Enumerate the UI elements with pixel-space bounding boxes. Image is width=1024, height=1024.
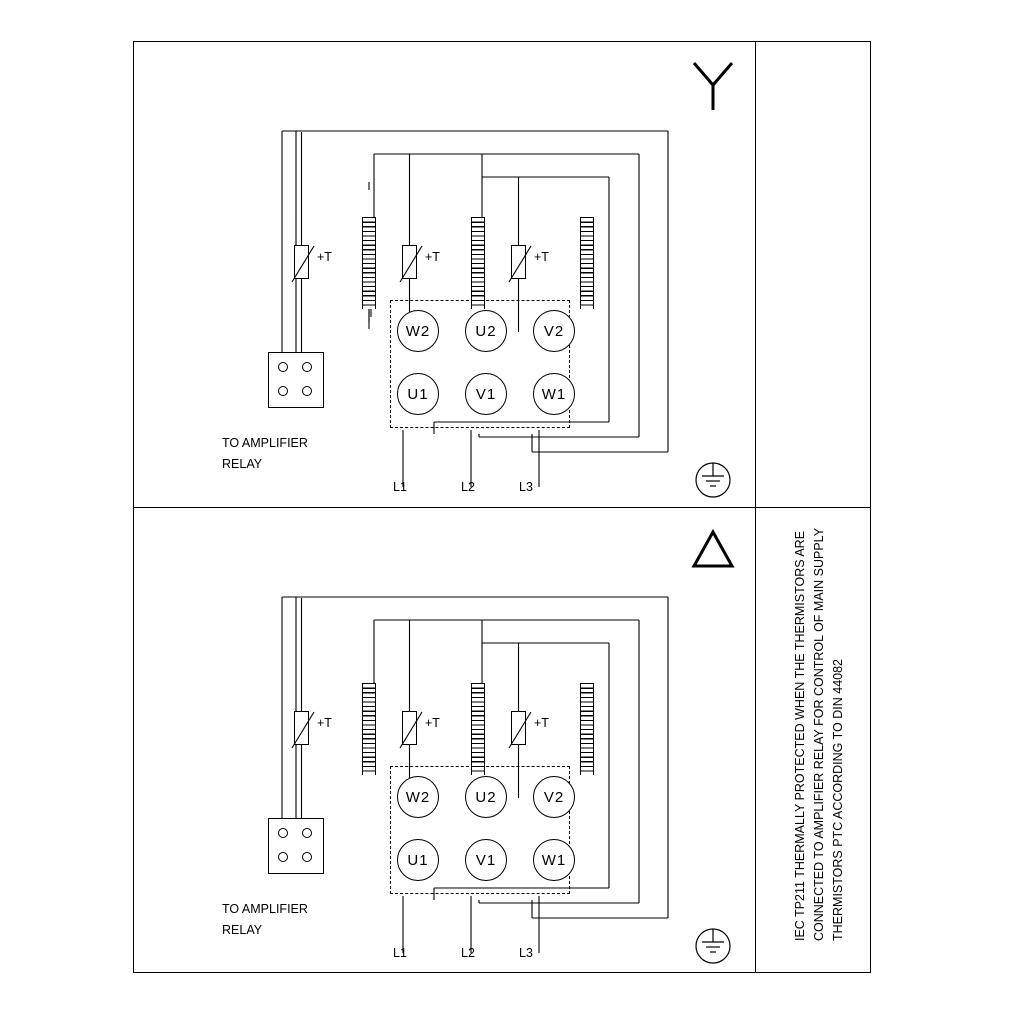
terminal-v2 xyxy=(533,310,575,352)
supply-label-l1: L1 xyxy=(393,480,407,494)
thermistor-label-1: +T xyxy=(317,250,332,264)
terminal-label-v1-delta: V1 xyxy=(475,851,497,869)
note-line-3: THERMISTORS PTC ACCORDING TO DIN 44082 xyxy=(831,658,845,941)
connector-pin-1 xyxy=(278,362,288,372)
terminal-w1 xyxy=(533,373,575,415)
terminal-v2-delta xyxy=(533,776,575,818)
connector-pin-3 xyxy=(278,386,288,396)
terminal-u2-delta xyxy=(465,776,507,818)
terminal-label-w2: W2 xyxy=(405,322,431,340)
panel-delta-connection xyxy=(134,508,756,974)
panel-star-connection xyxy=(134,42,756,508)
terminal-v1 xyxy=(465,373,507,415)
terminal-label-v1: V1 xyxy=(475,385,497,403)
terminal-label-u2: U2 xyxy=(475,322,497,340)
amplifier-relay-connector-delta xyxy=(268,818,324,874)
thermistor-label-2: +T xyxy=(425,250,440,264)
terminal-label-w1: W1 xyxy=(541,385,567,403)
note-line-2: CONNECTED TO AMPLIFIER RELAY FOR CONTROL OF MAIN SUPPLY xyxy=(812,527,826,941)
terminal-label-u1: U1 xyxy=(407,385,429,403)
terminal-w1-delta xyxy=(533,839,575,881)
terminal-w2 xyxy=(397,310,439,352)
supply-label-l3: L3 xyxy=(519,480,533,494)
note-column xyxy=(755,41,871,973)
terminal-label-v2-delta: V2 xyxy=(543,788,565,806)
thermistor-label-2-delta: +T xyxy=(425,716,440,730)
terminal-u1 xyxy=(397,373,439,415)
thermistor-label-3-delta: +T xyxy=(534,716,549,730)
connector-pin-1-delta xyxy=(278,828,288,838)
note-line-1: IEC TP211 THERMALLY PROTECTED WHEN THE THERMISTORS ARE xyxy=(793,530,807,941)
connector-pin-2 xyxy=(302,362,312,372)
terminal-label-w1-delta: W1 xyxy=(541,851,567,869)
thermistor-label-1-delta: +T xyxy=(317,716,332,730)
supply-label-l3-delta: L3 xyxy=(519,946,533,960)
amplifier-label-line2-delta: RELAY xyxy=(222,923,263,937)
terminal-label-u1-delta: U1 xyxy=(407,851,429,869)
terminal-w2-delta xyxy=(397,776,439,818)
supply-label-l2: L2 xyxy=(461,480,475,494)
thermistor-label-3: +T xyxy=(534,250,549,264)
connector-pin-4-delta xyxy=(302,852,312,862)
connector-pin-2-delta xyxy=(302,828,312,838)
amplifier-label-line2: RELAY xyxy=(222,457,263,471)
connector-pin-4 xyxy=(302,386,312,396)
amplifier-label-line1: TO AMPLIFIER xyxy=(222,436,308,450)
terminal-u1-delta xyxy=(397,839,439,881)
amplifier-relay-connector xyxy=(268,352,324,408)
amplifier-label-line1-delta: TO AMPLIFIER xyxy=(222,902,308,916)
terminal-label-u2-delta: U2 xyxy=(475,788,497,806)
supply-label-l1-delta: L1 xyxy=(393,946,407,960)
connector-pin-3-delta xyxy=(278,852,288,862)
terminal-label-w2-delta: W2 xyxy=(405,788,431,806)
terminal-label-v2: V2 xyxy=(543,322,565,340)
terminal-u2 xyxy=(465,310,507,352)
terminal-v1-delta xyxy=(465,839,507,881)
supply-label-l2-delta: L2 xyxy=(461,946,475,960)
